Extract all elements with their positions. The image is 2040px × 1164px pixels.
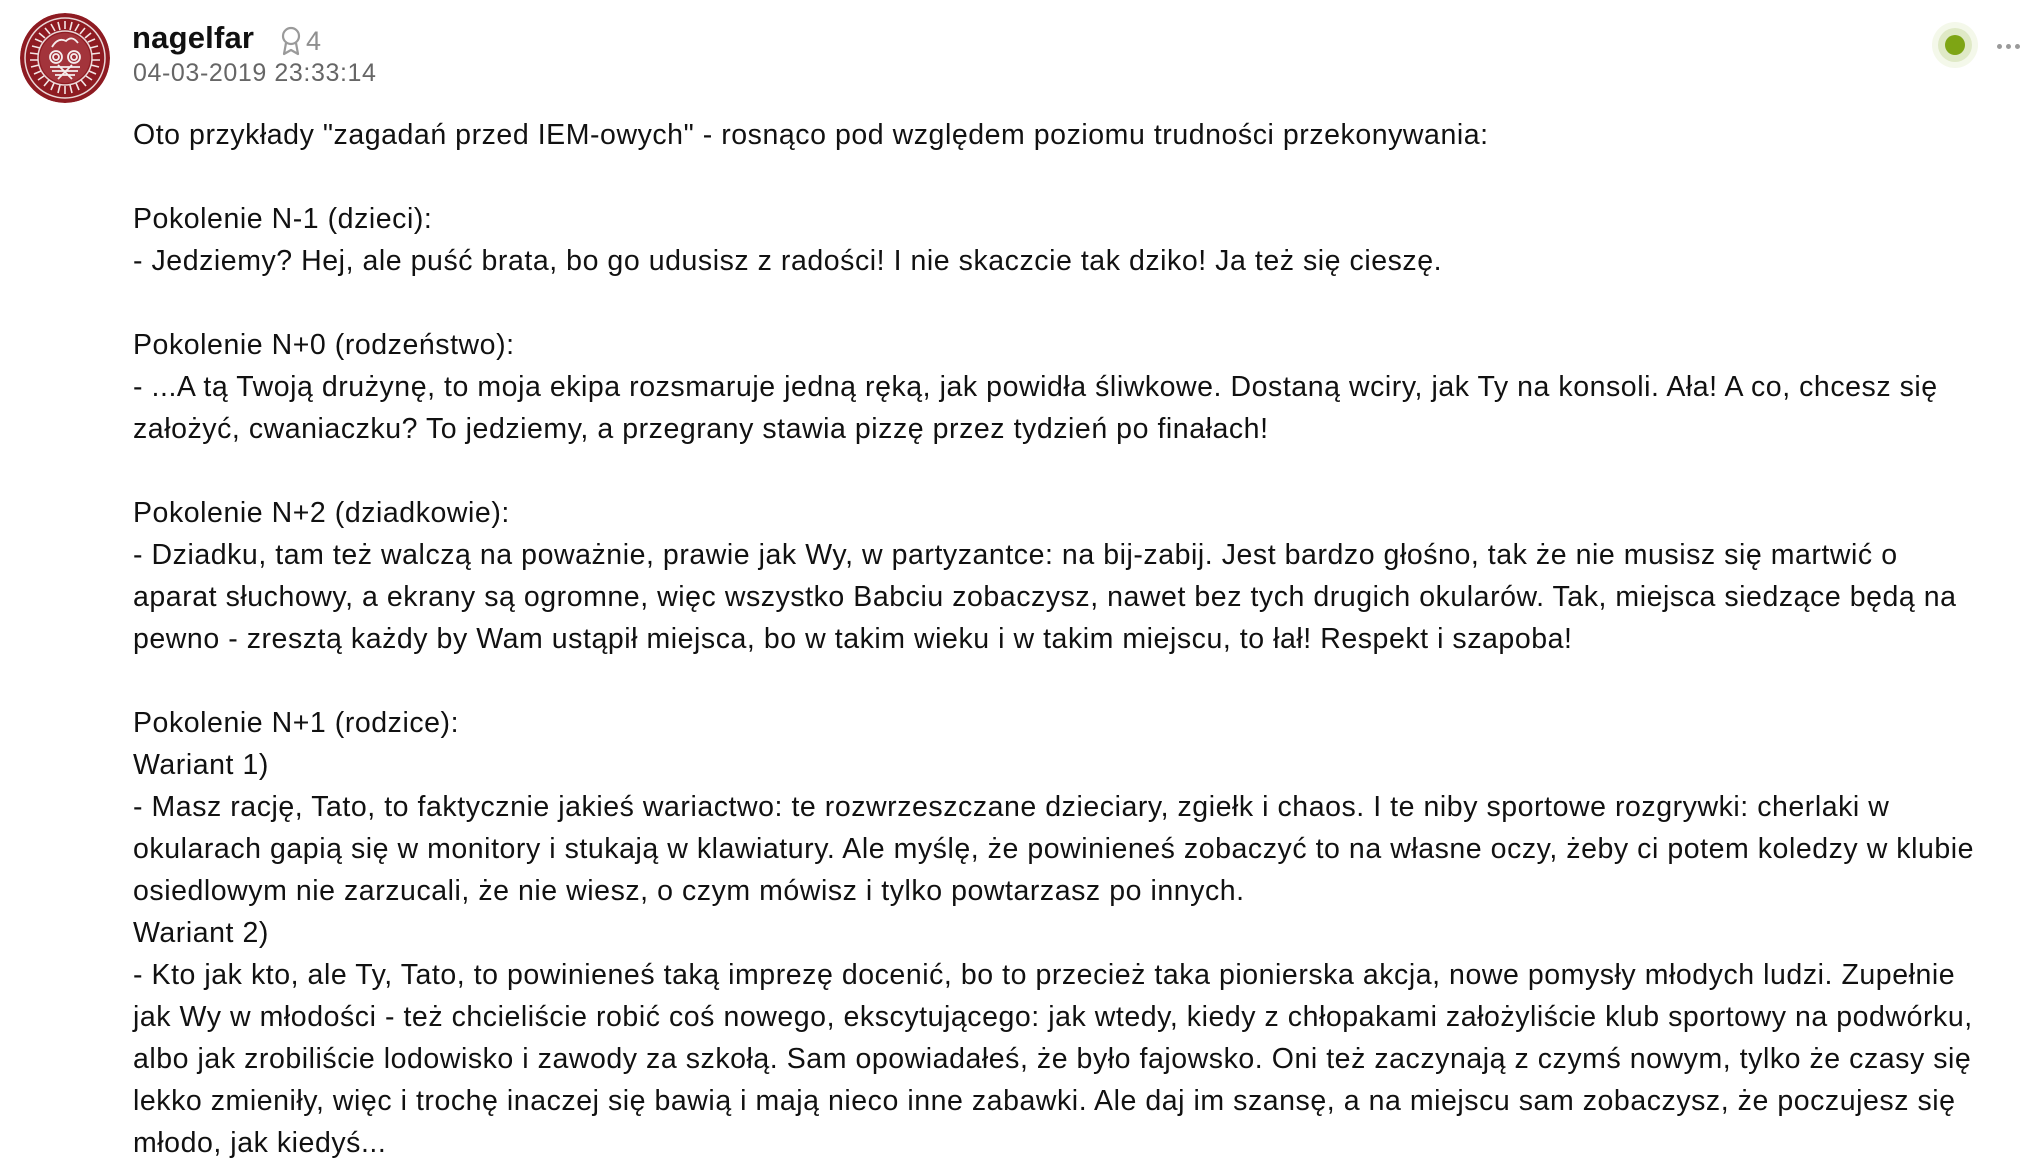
more-horizontal-icon (2006, 44, 2011, 49)
award-ribbon-icon (280, 26, 302, 56)
post-line: Pokolenie N+2 (dziadkowie): (133, 497, 510, 529)
post-line: pewno - zresztą każdy by Wam ustąpił miejsca, bo w takim wieku i w takim miejscu, to łał! Respekt i szapoba! (133, 623, 1573, 655)
post-line: Pokolenie N+0 (rodzeństwo): (133, 329, 515, 361)
post-line: okularach gapią się w monitory i stukają w klawiatury. Ale myślę, że powinieneś zobaczyć to na własne oczy, żeby ci potem koledzy w klubie (133, 833, 1975, 865)
post-line: Pokolenie N+1 (rodzice): (133, 707, 460, 739)
post-line: - ...A tą Twoją drużynę, to moja ekipa rozsmaruje jedną ręką, jak powidła śliwkowe. Dostaną wciry, jak Ty na konsoli. Ała! A co, chcesz się (133, 371, 1938, 403)
post-line: aparat słuchowy, a ekrany są ogromne, więc wszystko Babciu zobaczysz, nawet bez tych drugich okularów. Tak, miejsca siedzące będą na (133, 581, 1957, 613)
post-line: Wariant 2) (133, 917, 269, 949)
avatar[interactable] (20, 13, 110, 103)
post-line: osiedlowym nie zarzucali, że nie wiesz, o czym mówisz i tylko powtarzasz po innych. (133, 875, 1245, 907)
avatar-runes-seal-icon (20, 13, 110, 103)
more-horizontal-icon (1997, 44, 2002, 49)
post-line: Wariant 1) (133, 749, 269, 781)
more-options-button[interactable] (1992, 36, 2024, 56)
online-status-indicator (1938, 28, 1972, 62)
rank-count: 4 (306, 26, 322, 56)
post-line: młodo, jak kiedyś... (133, 1127, 387, 1159)
more-horizontal-icon (2015, 44, 2020, 49)
post-line: jak Wy w młodości - też chcieliście robić coś nowego, ekscytującego: jak wtedy, kiedy z chłopakami założyliście klub sportowy na podwórku, (133, 1001, 1973, 1033)
post-line: założyć, cwaniaczku? To jedziemy, a przegrany stawia pizzę przez tydzień po finałach! (133, 413, 1269, 445)
post-line: Oto przykłady "zagadań przed IEM-owych" - rosnąco pod względem poziomu trudności przekonywania: (133, 119, 1489, 151)
post-line: - Kto jak kto, ale Ty, Tato, to powinieneś taką imprezę docenić, bo to przecież taka pionierska akcja, nowe pomysły młodych ludzi. Zupełnie (133, 959, 1956, 991)
post-line: lekko zmieniły, więc i trochę inaczej się bawią i mają nieco inne zabawki. Ale daj im szansę, a na miejscu sam zobaczysz, że poczujesz się (133, 1085, 1956, 1117)
post-line: albo jak zrobiliście lodowisko i zawody za szkołą. Sam opowiadałeś, że było fajowsko. Oni też zaczynają z czymś nowym, tylko że czasy się (133, 1043, 1972, 1075)
post-timestamp: 04-03-2019 23:33:14 (133, 59, 377, 87)
post-line: - Jedziemy? Hej, ale puść brata, bo go udusisz z radości! I nie skaczcie tak dziko! Ja też się cieszę. (133, 245, 1443, 277)
post-line: Pokolenie N-1 (dzieci): (133, 203, 433, 235)
rank-badge (280, 26, 321, 56)
username[interactable]: nagelfar (132, 20, 255, 55)
post-line: - Dziadku, tam też walczą na poważnie, prawie jak Wy, w partyzantce: na bij-zabij. Jest bardzo głośno, tak że nie musisz się martwić o (133, 539, 1898, 571)
post-line: - Masz rację, Tato, to faktycznie jakieś wariactwo: te rozwrzeszczane dzieciary, zgiełk i chaos. I te niby sportowe rozgrywki: cherlaki w (133, 791, 1890, 823)
